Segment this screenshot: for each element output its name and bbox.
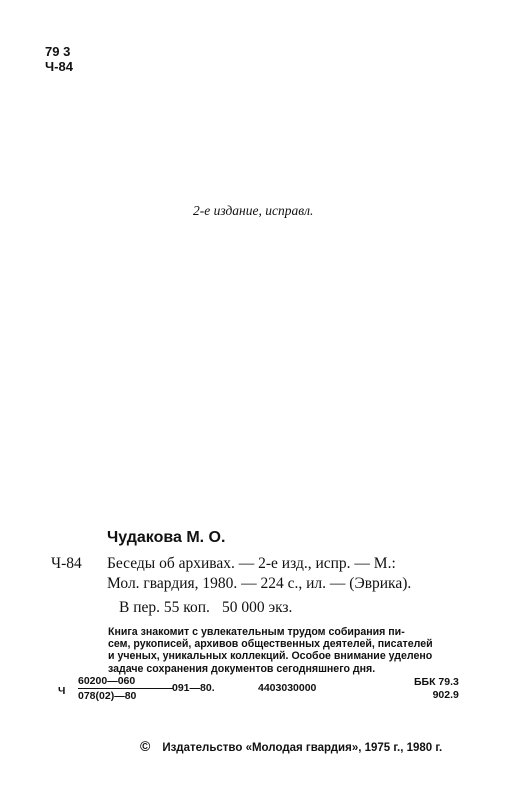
- udc-code: 79 3: [45, 44, 71, 59]
- edition-note: 2-е издание, исправл.: [193, 203, 314, 218]
- copyright-line: [140, 739, 442, 755]
- index-denominator: 078(02)—80: [78, 689, 137, 702]
- catalog-code: Ч-84: [51, 555, 82, 572]
- annotation-line: Книга знакомит с увлекательным трудом собирания пи-: [108, 626, 405, 638]
- annotation: [108, 626, 474, 675]
- index-numerator: 60200—060: [78, 676, 173, 689]
- index-tail: 091—80.: [172, 682, 215, 694]
- copyright-text: Издательство «Молодая гвардия», 1975 г., 1980 г.: [162, 742, 443, 754]
- index-fraction: [78, 676, 173, 701]
- annotation-line: задаче сохранения документов сегодняшнего дня.: [108, 662, 376, 675]
- bbk-block: [414, 677, 459, 700]
- author-name: Чудакова М. О.: [107, 529, 226, 546]
- index-letter: Ч: [58, 685, 66, 697]
- annotation-line: и ученых, уникальных коллекций. Особое внимание уделено: [108, 650, 433, 663]
- udc-block: [45, 45, 73, 75]
- annotation-line: сем, рукописей, архивов общественных деятелей, писателей: [108, 638, 433, 651]
- bibliographic-line-1: Беседы об архивах. — 2-е изд., испр. — М.:: [107, 555, 396, 572]
- index-number: 4403030000: [258, 682, 317, 694]
- price: В пер. 55 коп.: [119, 599, 210, 616]
- udc-index: Ч-84: [45, 59, 73, 74]
- bibliographic-line-2: Мол. гвардия, 1980. — 224 с., ил. — (Эврика).: [107, 575, 412, 592]
- bbk-code: 902.9: [432, 688, 459, 701]
- print-run: 50 000 экз.: [221, 599, 293, 616]
- copyright-symbol: ©: [140, 738, 151, 754]
- bbk-label: ББК 79.3: [414, 676, 459, 688]
- price-line: [119, 600, 292, 616]
